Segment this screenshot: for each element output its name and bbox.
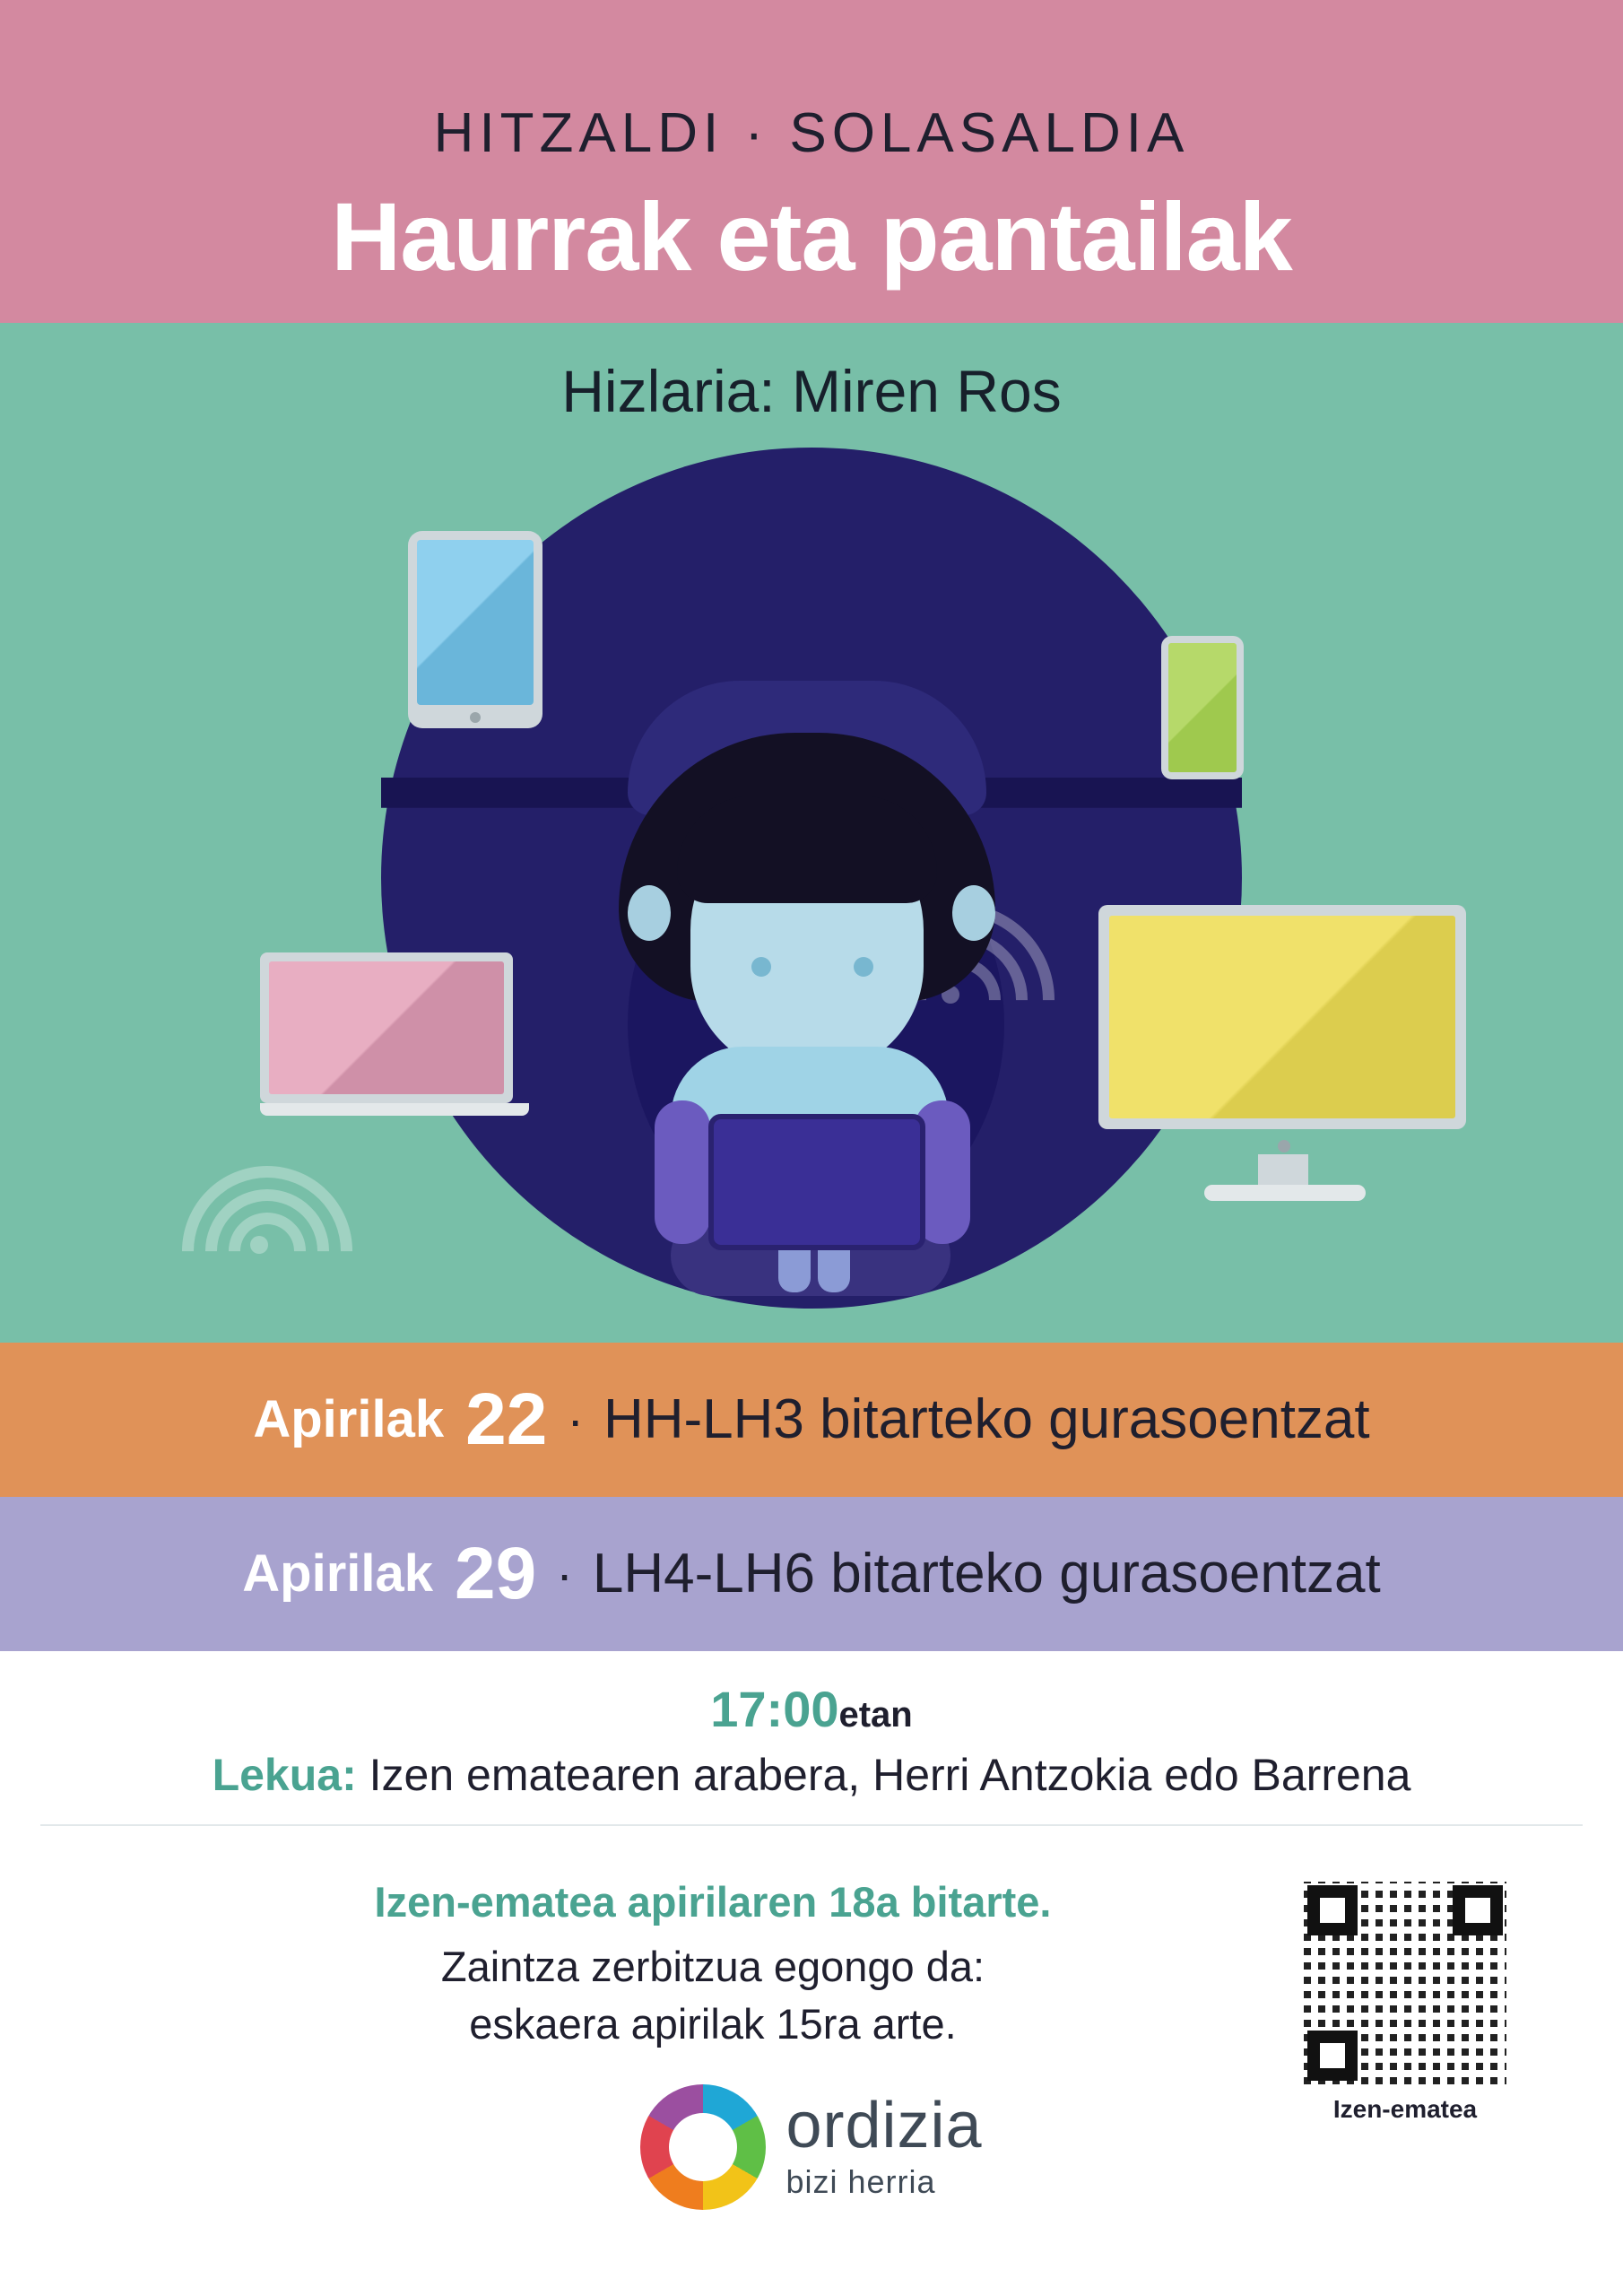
session-1-date-label: Apirilak xyxy=(253,1390,445,1449)
registration-section xyxy=(0,1849,1623,2296)
session-2-target: LH4-LH6 bitarteko gurasoentzat xyxy=(592,1543,1381,1605)
poster-header xyxy=(0,0,1623,323)
event-place-value: Izen ematearen arabera, Herri Antzokia edo Barrena xyxy=(369,1750,1411,1801)
child-arm-left xyxy=(655,1100,710,1244)
tablet-icon xyxy=(408,531,542,728)
speaker-section xyxy=(0,323,1623,1343)
child-ear-left xyxy=(628,885,671,941)
event-place xyxy=(0,1749,1623,1801)
event-place-label: Lekua: xyxy=(212,1750,357,1801)
child-fringe xyxy=(677,796,937,903)
session-2-date-label: Apirilak xyxy=(242,1544,434,1604)
event-time-value: 17:00 xyxy=(710,1680,839,1737)
session-row-2 xyxy=(0,1497,1623,1651)
page-title: Haurrak eta pantailak xyxy=(331,182,1292,291)
monitor-icon xyxy=(1098,905,1475,1201)
registration-line-2: eskaera apirilak 15ra arte. xyxy=(469,1999,957,2048)
section-divider xyxy=(40,1824,1583,1826)
qr-code-icon[interactable] xyxy=(1304,1882,1506,2084)
held-tablet-icon xyxy=(708,1114,925,1250)
registration-text xyxy=(117,1876,1309,2052)
qr-caption: Izen-ematea xyxy=(1332,2095,1478,2124)
illustration xyxy=(0,437,1623,1343)
details-section xyxy=(0,1651,1623,1850)
event-time-suffix: etan xyxy=(838,1694,913,1735)
speaker-line: Hizlaria: Miren Ros xyxy=(561,358,1062,425)
session-1-date-number: 22 xyxy=(465,1378,548,1460)
session-1-target: HH-LH3 bitarteko gurasoentzat xyxy=(603,1388,1370,1451)
logo-name: ordizia xyxy=(785,2090,983,2161)
session-1-separator: · xyxy=(567,1391,584,1448)
session-2-separator: · xyxy=(556,1545,573,1603)
phone-icon xyxy=(1161,636,1244,779)
child-eye-left xyxy=(751,957,771,977)
ordizia-logo-mark-icon xyxy=(640,2084,766,2210)
registration-line-1: Zaintza zerbitzua egongo da: xyxy=(440,1943,985,1991)
session-2-date-number: 29 xyxy=(455,1532,537,1614)
session-row-1 xyxy=(0,1343,1623,1497)
event-kicker: HITZALDI · SOLASALDIA xyxy=(433,102,1190,164)
event-time xyxy=(0,1682,1623,1737)
laptop-icon xyxy=(260,952,529,1127)
child-ear-right xyxy=(952,885,995,941)
registration-headline: Izen-ematea apirilaren 18a bitarte. xyxy=(374,1878,1052,1926)
ordizia-logo-text xyxy=(785,2090,983,2201)
child-eye-right xyxy=(854,957,873,977)
ordizia-logo xyxy=(0,2084,1623,2210)
logo-tagline: bizi herria xyxy=(785,2163,936,2200)
